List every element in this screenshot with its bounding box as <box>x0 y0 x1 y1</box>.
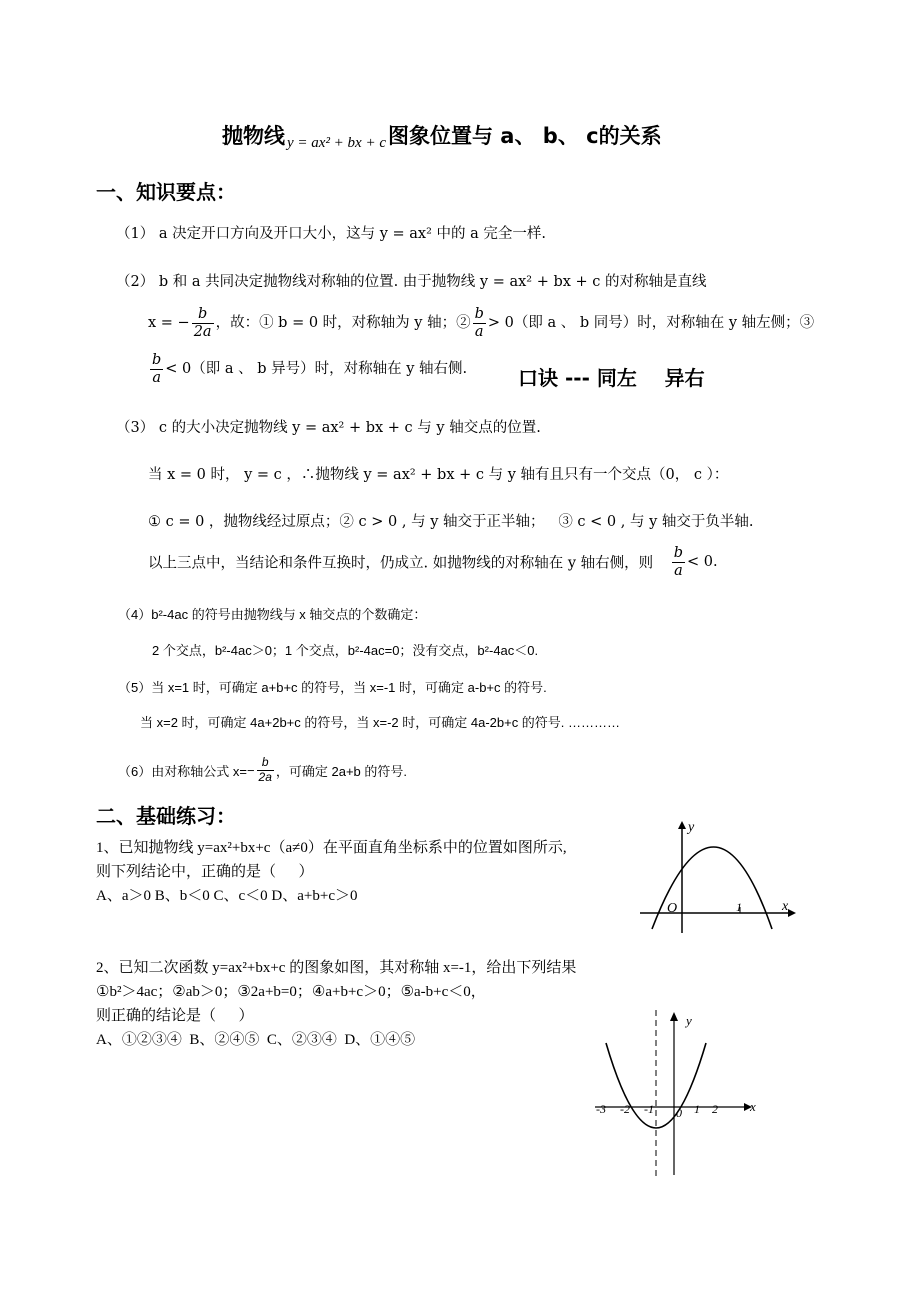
graph-1-tick-label: 1 <box>736 900 742 914</box>
graph-1-origin-label: O <box>667 901 678 916</box>
point-4-line-2: 2 个交点，b²-4ac＞0；1 个交点，b²-4ac=0；没有交点，b²-4ac＜0. <box>152 643 539 658</box>
point-4-line-1: （4）b²-4ac 的符号由抛物线与 x 轴交点的个数确定： <box>118 607 427 622</box>
point-2-line-1: （2） b 和 a 共同决定抛物线对称轴的位置. 由于抛物线 y = ax² + bx + c 的对称轴是直线 <box>116 274 707 290</box>
graph-1 <box>630 815 800 935</box>
graph-2-tick-label: -3 <box>596 1102 606 1116</box>
question-1: 1、已知抛物线 y=ax²+bx+c（a≠0）在平面直角坐标系中的位置如图所示, 则下列结论中，正确的是（ ） A、a＞0 B、b＜0 C、c＜0 D、a+b+c＞0 <box>96 840 567 904</box>
section1-heading: 一、知识要点： <box>96 180 236 204</box>
question-2: 2、已知二次函数 y=ax²+bx+c 的图象如图，其对称轴 x=-1，给出下列结果 ①b²＞4ac；②ab＞0；③2a+b=0；④a+b+c＞0；⑤a-b+c＜0， 则正确的结论是（ ） A、①②③④ B、②④⑤ C、②③④ D、①④⑤ <box>96 960 577 1048</box>
point-2-line-3: $\frac{b}{a}$ < 0（即 a 、 b 异号）时，对称轴在 y 轴右侧. <box>152 352 468 386</box>
graph-1-y-arrow <box>678 821 686 829</box>
graph-2-tick-label: 1 <box>694 1102 700 1116</box>
fraction-b-over-a: $\frac{b}{a}$ <box>474 306 484 340</box>
title-formula: y = ax² + bx + c <box>287 135 386 151</box>
fraction-b-over-2a-small: $\frac{b}{2a}$ <box>258 755 272 784</box>
point-3-line-3: ① c = 0 ，抛物线经过原点；② c > 0 , 与 y 轴交于正半轴； ③ c < 0 , 与 y 轴交于负半轴. <box>148 514 754 530</box>
point-1: （1） a 决定开口方向及开口大小，这与 y = ax² 中的 a 完全一样. <box>116 226 546 242</box>
graph-2-y-arrow <box>670 1012 678 1021</box>
graph-2-tick-label: -1 <box>644 1102 654 1116</box>
title-suffix: 图象位置与 a、 b、 c的关系 <box>388 124 662 148</box>
section2-heading: 二、基础练习： <box>96 804 236 828</box>
title-prefix: 抛物线 <box>222 124 285 148</box>
graph-2-y-label: y <box>686 1013 692 1028</box>
mnemonic: 口诀 --- 同左 异右 <box>518 366 705 390</box>
point-6: （6）由对称轴公式 x=− $\frac{b}{2a}$ ，可确定 2a+b 的符号. <box>118 755 408 784</box>
graph-1-x-arrow <box>788 909 796 917</box>
graph-2 <box>590 1005 770 1180</box>
point-2-line-2: x = − $\frac{b}{2a}$ ，故：① b = 0 时，对称轴为 y 轴；② $\frac{b}{a}$ > 0（即 a 、 b 同号）时，对称轴在 y 轴左侧；③ <box>148 306 815 340</box>
graph-1-y-label: y <box>688 820 695 835</box>
point-3-line-2: 当 x = 0 时， y = c ，∴抛物线 y = ax² + bx + c 与 y 轴有且只有一个交点（0， c ）： <box>148 467 729 483</box>
graph-2-tick-label: 0 <box>676 1106 682 1120</box>
graph-1-x-label: x <box>782 899 789 914</box>
graph-2-tick-label: 2 <box>712 1102 718 1116</box>
graph-1-parabola <box>652 847 772 929</box>
point-5-line-1: （5）当 x=1 时，可确定 a+b+c 的符号，当 x=-1 时，可确定 a-b+c 的符号. <box>118 680 547 695</box>
point-3-line-1: （3） c 的大小决定抛物线 y = ax² + bx + c 与 y 轴交点的位置. <box>116 420 541 436</box>
graph-2-tick-label: -2 <box>620 1102 630 1116</box>
page-title <box>222 120 662 152</box>
point-5-line-2: 当 x=2 时，可确定 4a+2b+c 的符号，当 x=-2 时，可确定 4a-2b+c 的符号. ………… <box>140 715 621 730</box>
point-3-line-4: 以上三点中，当结论和条件互换时，仍成立. 如抛物线的对称轴在 y 轴右侧，则 $\frac{b}{a}$ < 0. <box>148 545 718 579</box>
fraction-b-over-2a: $\frac{b}{2a}$ <box>193 306 212 340</box>
fraction-b-over-a-2: $\frac{b}{a}$ <box>152 352 162 386</box>
graph-2-x-label: x <box>750 1099 756 1114</box>
fraction-b-over-a-3: $\frac{b}{a}$ <box>673 545 684 579</box>
